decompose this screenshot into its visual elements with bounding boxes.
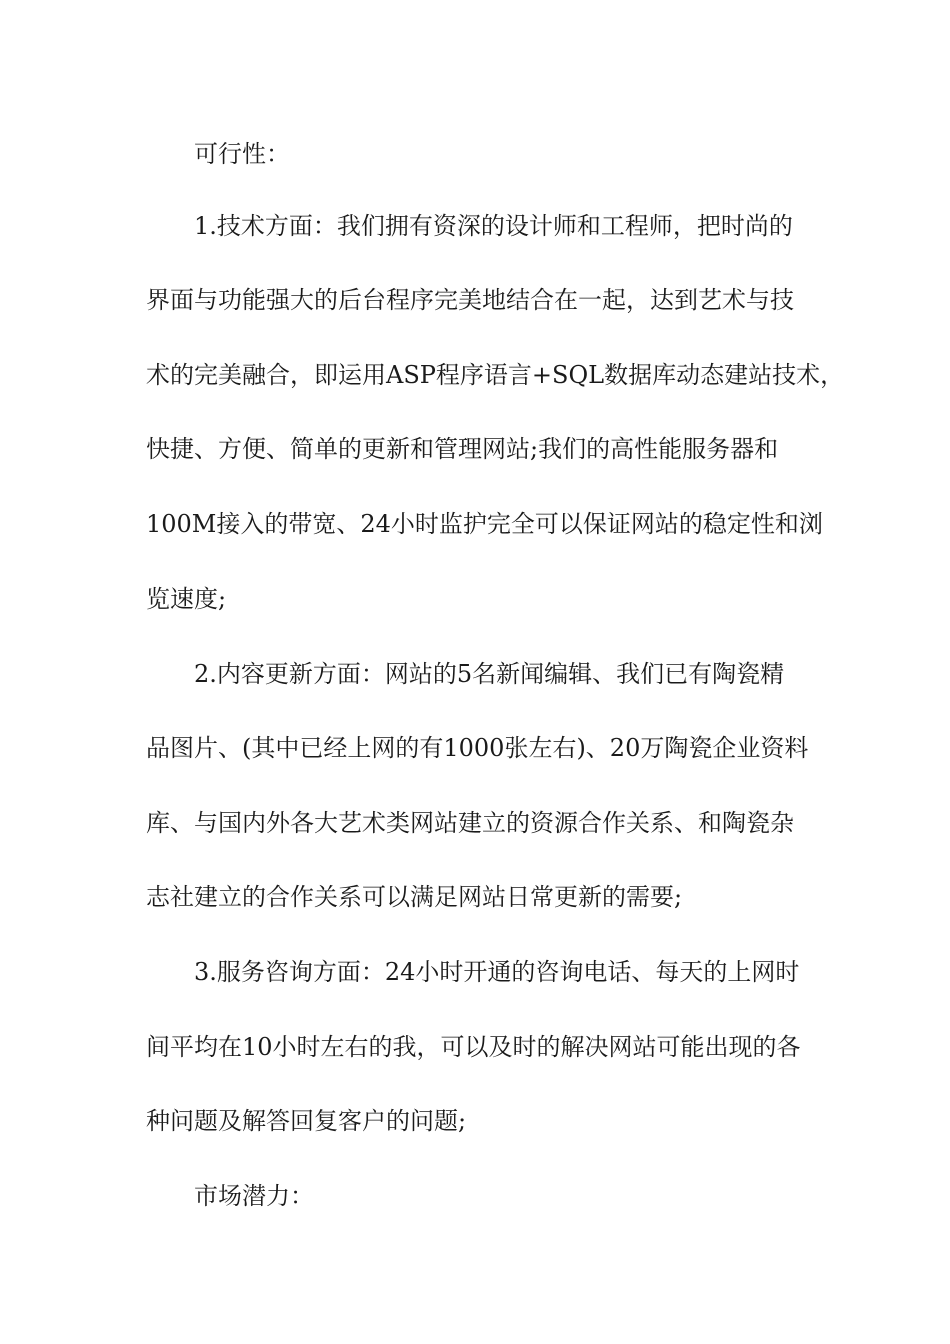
paragraph-line: 术的完美融合，即运用ASP程序语言+SQL数据库动态建站技术，	[146, 361, 845, 389]
paragraph-line: 100M接入的带宽、24小时监护完全可以保证网站的稳定性和浏	[146, 510, 823, 538]
paragraph-line: 快捷、方便、简单的更新和管理网站;我们的高性能服务器和	[146, 435, 779, 463]
paragraph-line: 种问题及解答回复客户的问题;	[146, 1107, 467, 1135]
paragraph-line: 1.技术方面：我们拥有资深的设计师和工程师，把时尚的	[194, 212, 793, 240]
paragraph-line: 库、与国内外各大艺术类网站建立的资源合作关系、和陶瓷杂	[146, 809, 794, 837]
paragraph-line: 间平均在10小时左右的我，可以及时的解决网站可能出现的各	[146, 1033, 801, 1061]
heading-market-potential: 市场潜力：	[194, 1182, 314, 1210]
paragraph-line: 界面与功能强大的后台程序完美地结合在一起，达到艺术与技	[146, 286, 794, 314]
paragraph-line: 3.服务咨询方面：24小时开通的咨询电话、每天的上网时	[194, 958, 800, 986]
paragraph-line: 志社建立的合作关系可以满足网站日常更新的需要;	[146, 883, 683, 911]
paragraph-line: 览速度;	[146, 585, 227, 613]
paragraph-line: 2.内容更新方面：网站的5名新闻编辑、我们已有陶瓷精	[194, 660, 785, 688]
paragraph-line: 品图片、(其中已经上网的有1000张左右)、20万陶瓷企业资料	[146, 734, 809, 762]
heading-feasibility: 可行性：	[194, 140, 290, 168]
